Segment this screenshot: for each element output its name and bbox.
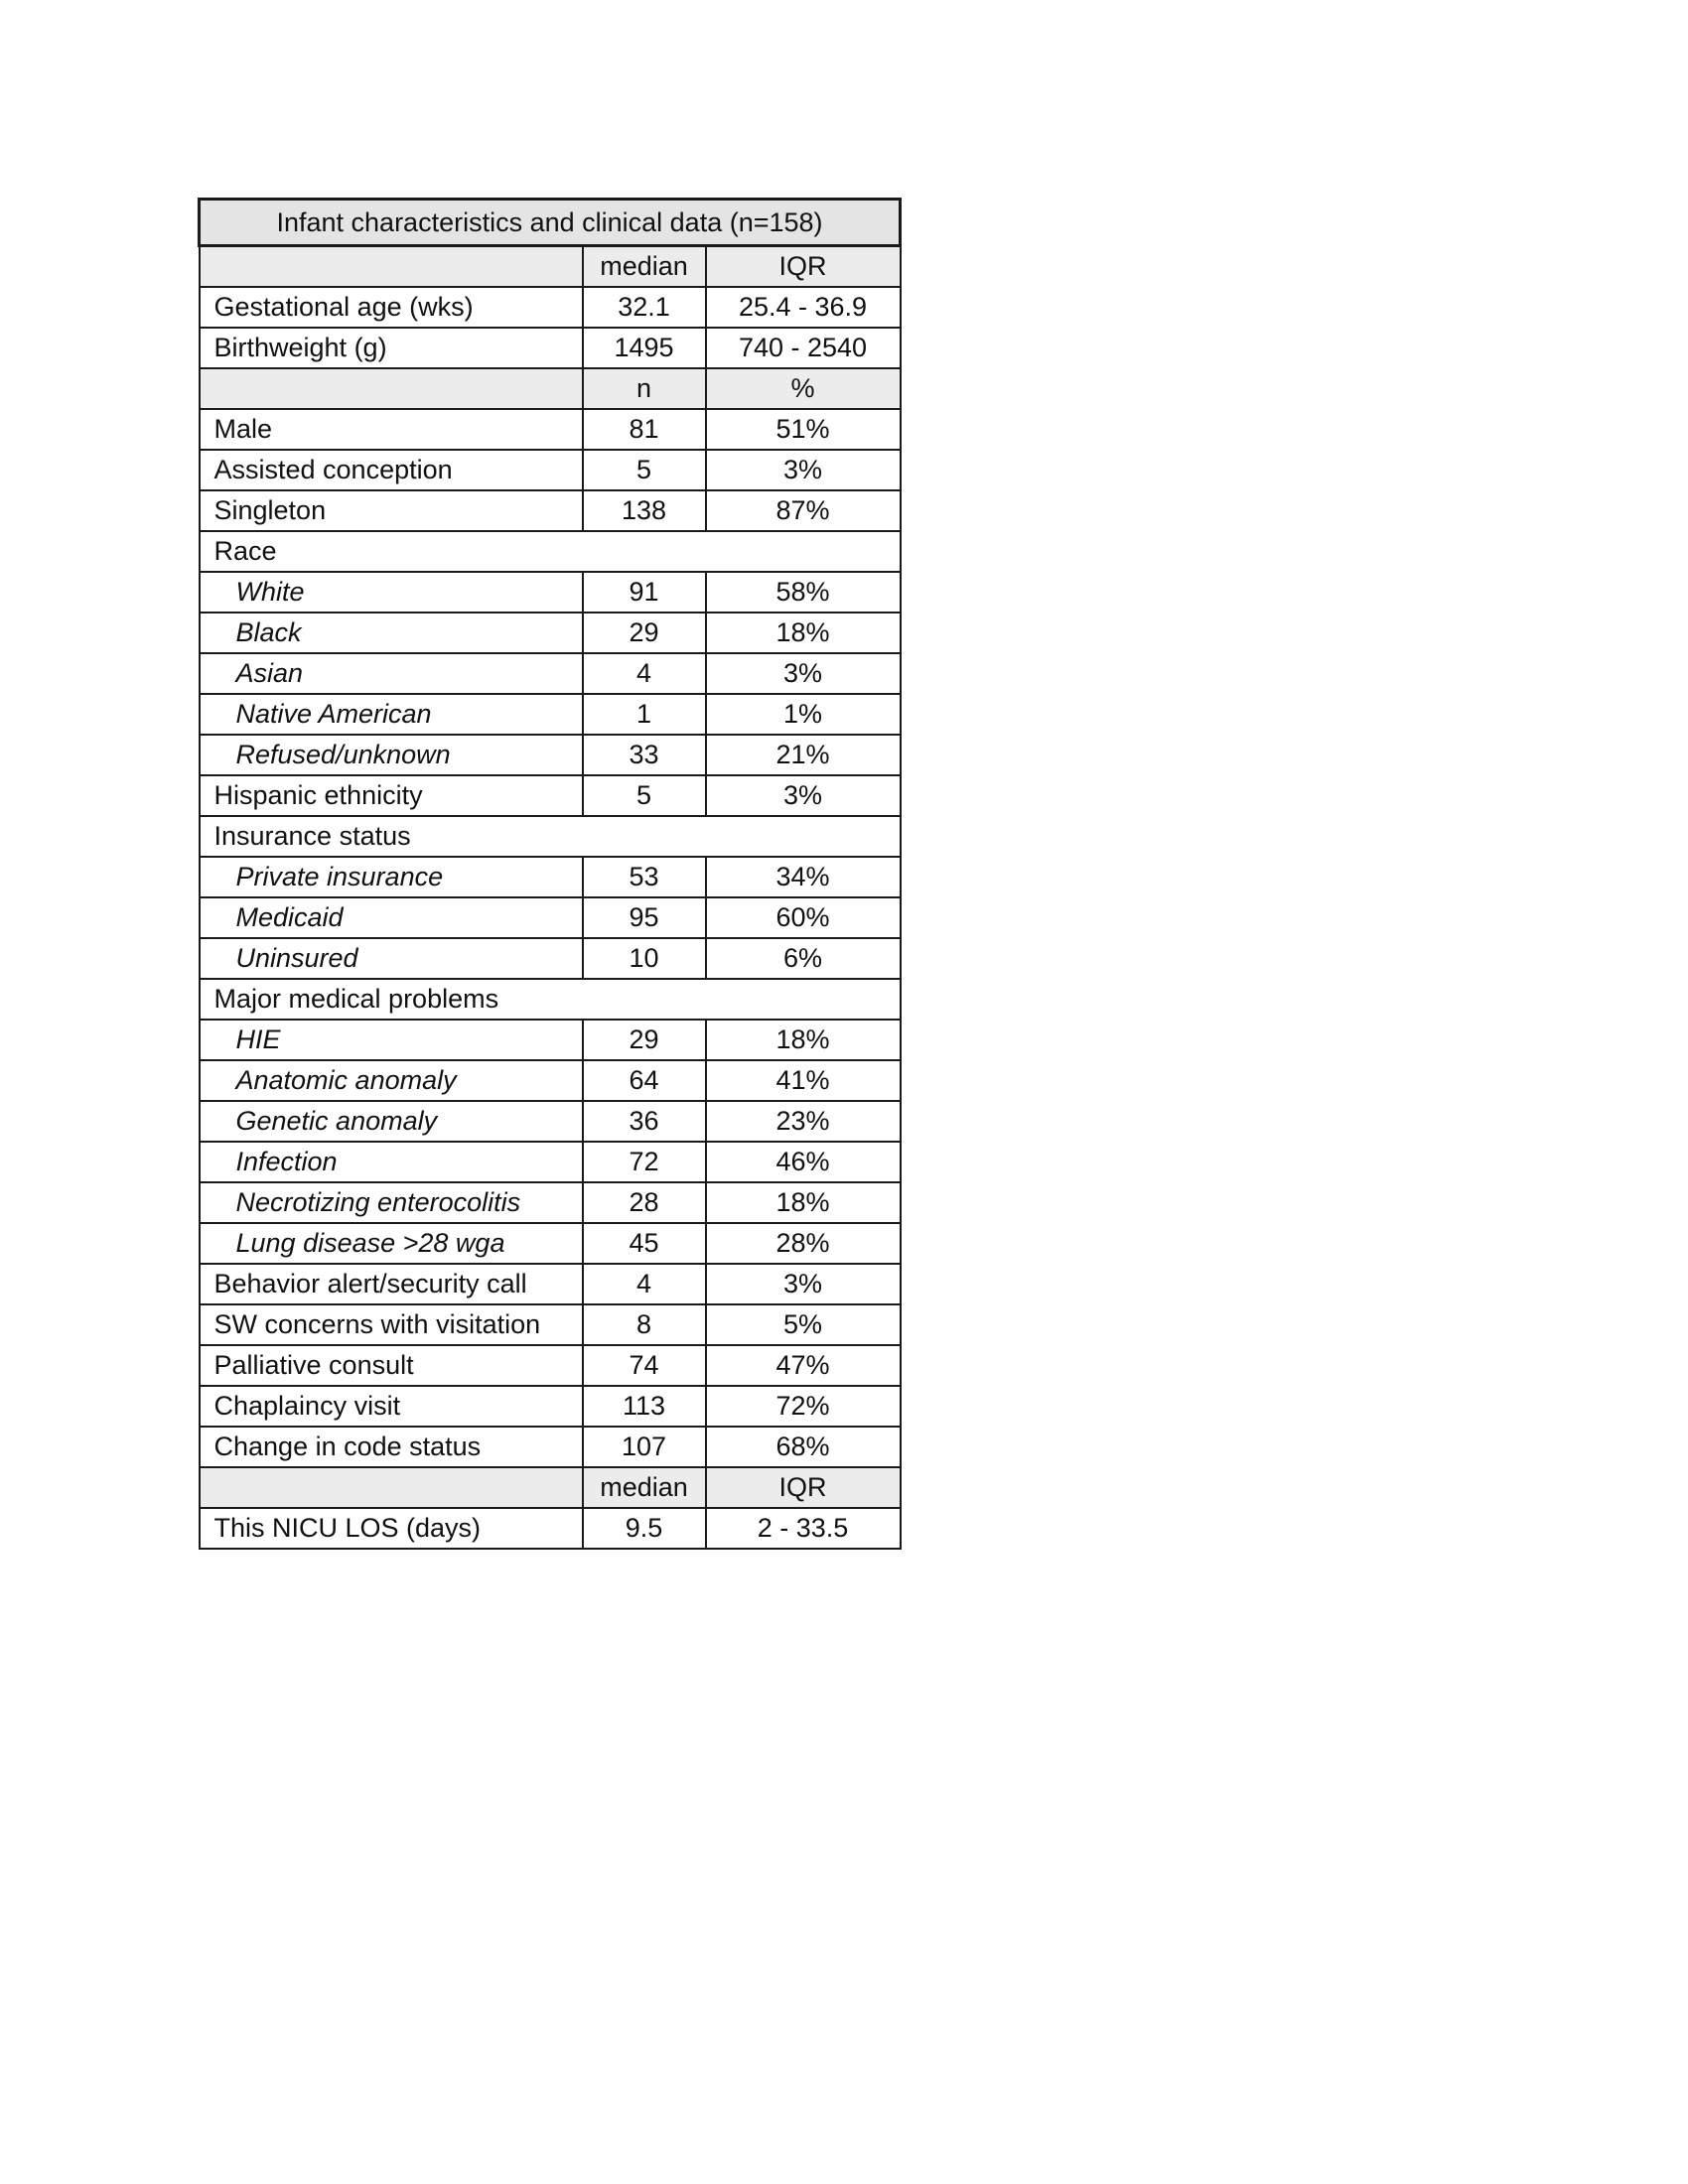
- percent-or-range-cell: 18%: [706, 1182, 901, 1223]
- row-label: Hispanic ethnicity: [200, 775, 583, 816]
- table-row: [200, 1264, 901, 1304]
- sub-category-row: [200, 613, 901, 653]
- column-header-row: [200, 246, 901, 288]
- column-header-range: %: [706, 368, 901, 409]
- percent-or-range-cell: 3%: [706, 450, 901, 490]
- value-cell: 29: [583, 613, 706, 653]
- sub-category-row: [200, 653, 901, 694]
- table-row: [200, 775, 901, 816]
- column-header-row: [200, 368, 901, 409]
- value-cell: 53: [583, 857, 706, 897]
- row-label: Change in code status: [200, 1427, 583, 1467]
- percent-or-range-cell: 72%: [706, 1386, 901, 1427]
- value-cell: 1495: [583, 328, 706, 368]
- sub-category-row: [200, 572, 901, 613]
- percent-or-range-cell: 3%: [706, 775, 901, 816]
- row-label: Singleton: [200, 490, 583, 531]
- value-cell: 28: [583, 1182, 706, 1223]
- value-cell: 138: [583, 490, 706, 531]
- table-body: [200, 200, 901, 1550]
- table-row: [200, 1345, 901, 1386]
- row-label: Birthweight (g): [200, 328, 583, 368]
- table-row: [200, 490, 901, 531]
- percent-or-range-cell: 23%: [706, 1101, 901, 1142]
- sub-category-row: [200, 938, 901, 979]
- value-cell: 91: [583, 572, 706, 613]
- row-label: White: [200, 572, 583, 613]
- value-cell: 64: [583, 1060, 706, 1101]
- value-cell: 4: [583, 653, 706, 694]
- section-header-row: [200, 816, 901, 857]
- percent-or-range-cell: 28%: [706, 1223, 901, 1264]
- value-cell: 5: [583, 775, 706, 816]
- percent-or-range-cell: 51%: [706, 409, 901, 450]
- row-label: Genetic anomaly: [200, 1101, 583, 1142]
- table-row: [200, 1386, 901, 1427]
- value-cell: 45: [583, 1223, 706, 1264]
- sub-category-row: [200, 1223, 901, 1264]
- row-label: Chaplaincy visit: [200, 1386, 583, 1427]
- value-cell: 74: [583, 1345, 706, 1386]
- percent-or-range-cell: 18%: [706, 613, 901, 653]
- value-cell: 8: [583, 1304, 706, 1345]
- row-label: Private insurance: [200, 857, 583, 897]
- value-cell: 32.1: [583, 287, 706, 328]
- value-cell: 113: [583, 1386, 706, 1427]
- row-label: Lung disease >28 wga: [200, 1223, 583, 1264]
- percent-or-range-cell: 3%: [706, 653, 901, 694]
- percent-or-range-cell: 3%: [706, 1264, 901, 1304]
- percent-or-range-cell: 68%: [706, 1427, 901, 1467]
- row-label: HIE: [200, 1020, 583, 1060]
- row-label: Anatomic anomaly: [200, 1060, 583, 1101]
- row-label: Native American: [200, 694, 583, 735]
- row-label: Necrotizing enterocolitis: [200, 1182, 583, 1223]
- percent-or-range-cell: 2 - 33.5: [706, 1508, 901, 1549]
- table-row: [200, 328, 901, 368]
- row-label: Asian: [200, 653, 583, 694]
- section-header-row: [200, 979, 901, 1020]
- table-row: [200, 1304, 901, 1345]
- section-label: Insurance status: [200, 816, 901, 857]
- percent-or-range-cell: 34%: [706, 857, 901, 897]
- column-header-range: IQR: [706, 1467, 901, 1508]
- section-header-row: [200, 531, 901, 572]
- table-title: Infant characteristics and clinical data (n=158): [200, 200, 901, 246]
- infant-characteristics-table: [198, 198, 902, 1550]
- row-label: SW concerns with visitation: [200, 1304, 583, 1345]
- row-label: Behavior alert/security call: [200, 1264, 583, 1304]
- row-label: This NICU LOS (days): [200, 1508, 583, 1549]
- sub-category-row: [200, 1142, 901, 1182]
- table-title-row: [200, 200, 901, 246]
- sub-category-row: [200, 857, 901, 897]
- percent-or-range-cell: 21%: [706, 735, 901, 775]
- row-label: Infection: [200, 1142, 583, 1182]
- percent-or-range-cell: 58%: [706, 572, 901, 613]
- column-header-value: median: [583, 1467, 706, 1508]
- percent-or-range-cell: 1%: [706, 694, 901, 735]
- sub-category-row: [200, 1182, 901, 1223]
- percent-or-range-cell: 740 - 2540: [706, 328, 901, 368]
- percent-or-range-cell: 25.4 - 36.9: [706, 287, 901, 328]
- sub-category-row: [200, 897, 901, 938]
- value-cell: 107: [583, 1427, 706, 1467]
- row-label: Medicaid: [200, 897, 583, 938]
- row-label: Assisted conception: [200, 450, 583, 490]
- section-label: Major medical problems: [200, 979, 901, 1020]
- table-row: [200, 409, 901, 450]
- table-row: [200, 1427, 901, 1467]
- sub-category-row: [200, 735, 901, 775]
- value-cell: 5: [583, 450, 706, 490]
- sub-category-row: [200, 694, 901, 735]
- percent-or-range-cell: 47%: [706, 1345, 901, 1386]
- table-row: [200, 1508, 901, 1549]
- sub-category-row: [200, 1060, 901, 1101]
- percent-or-range-cell: 87%: [706, 490, 901, 531]
- header-blank-cell: [200, 246, 583, 288]
- header-blank-cell: [200, 1467, 583, 1508]
- value-cell: 10: [583, 938, 706, 979]
- percent-or-range-cell: 5%: [706, 1304, 901, 1345]
- value-cell: 29: [583, 1020, 706, 1060]
- section-label: Race: [200, 531, 901, 572]
- row-label: Black: [200, 613, 583, 653]
- row-label: Uninsured: [200, 938, 583, 979]
- header-blank-cell: [200, 368, 583, 409]
- percent-or-range-cell: 60%: [706, 897, 901, 938]
- value-cell: 1: [583, 694, 706, 735]
- value-cell: 95: [583, 897, 706, 938]
- sub-category-row: [200, 1020, 901, 1060]
- percent-or-range-cell: 18%: [706, 1020, 901, 1060]
- percent-or-range-cell: 6%: [706, 938, 901, 979]
- percent-or-range-cell: 41%: [706, 1060, 901, 1101]
- table-row: [200, 450, 901, 490]
- row-label: Refused/unknown: [200, 735, 583, 775]
- value-cell: 9.5: [583, 1508, 706, 1549]
- column-header-range: IQR: [706, 246, 901, 288]
- value-cell: 33: [583, 735, 706, 775]
- row-label: Male: [200, 409, 583, 450]
- row-label: Gestational age (wks): [200, 287, 583, 328]
- value-cell: 81: [583, 409, 706, 450]
- value-cell: 4: [583, 1264, 706, 1304]
- percent-or-range-cell: 46%: [706, 1142, 901, 1182]
- column-header-row: [200, 1467, 901, 1508]
- value-cell: 72: [583, 1142, 706, 1182]
- row-label: Palliative consult: [200, 1345, 583, 1386]
- sub-category-row: [200, 1101, 901, 1142]
- data-table-container: [198, 198, 899, 1550]
- value-cell: 36: [583, 1101, 706, 1142]
- column-header-value: n: [583, 368, 706, 409]
- table-row: [200, 287, 901, 328]
- column-header-value: median: [583, 246, 706, 288]
